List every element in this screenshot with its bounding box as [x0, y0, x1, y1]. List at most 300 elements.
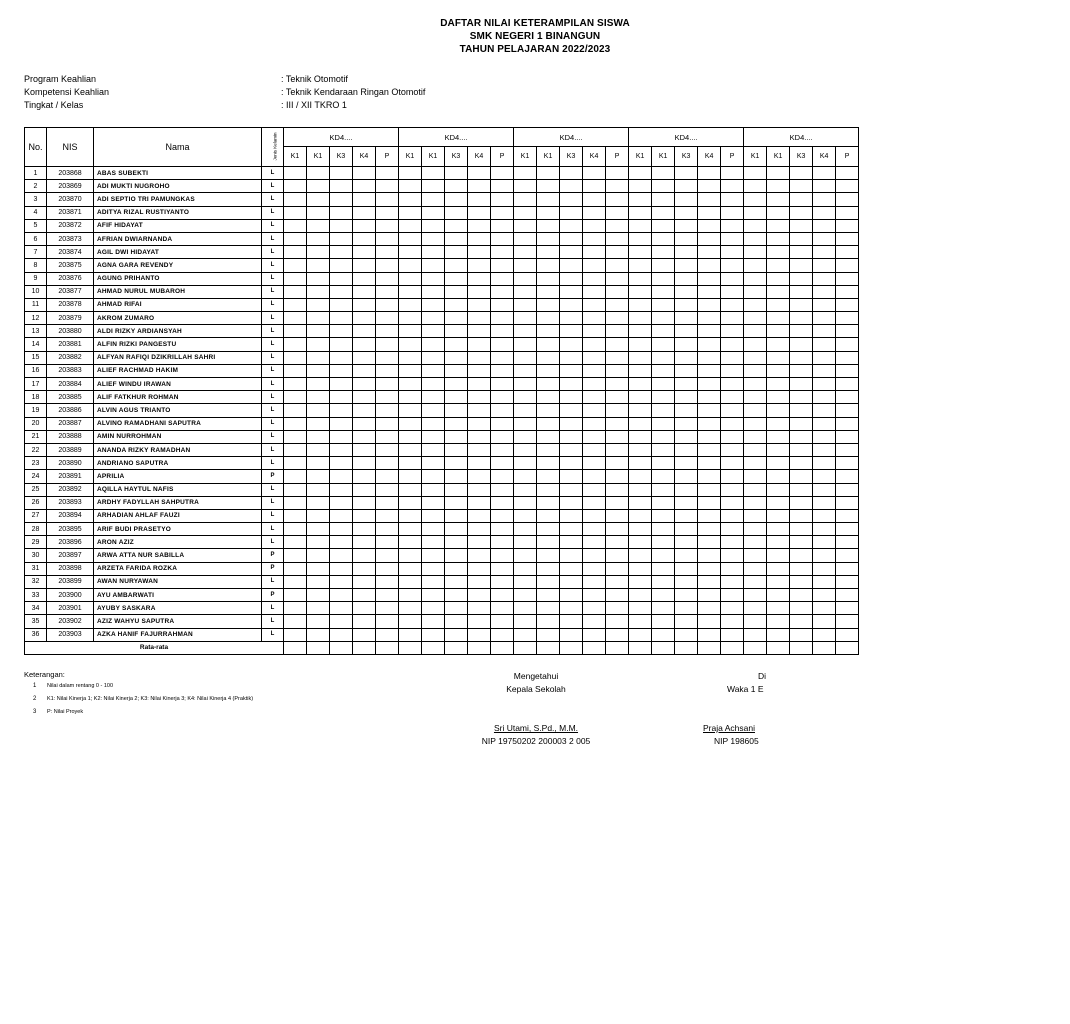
score-cell	[813, 483, 836, 496]
score-cell	[307, 338, 330, 351]
score-cell	[629, 351, 652, 364]
header-sub-col: P	[606, 147, 629, 167]
score-cell	[399, 457, 422, 470]
score-cell	[767, 443, 790, 456]
score-cell	[399, 417, 422, 430]
score-cell	[560, 259, 583, 272]
score-cell	[353, 167, 376, 180]
score-cell	[675, 246, 698, 259]
score-cell	[560, 325, 583, 338]
score-cell	[399, 483, 422, 496]
score-cell	[629, 430, 652, 443]
score-cell	[491, 285, 514, 298]
score-cell	[790, 457, 813, 470]
score-cell	[744, 496, 767, 509]
score-cell	[629, 180, 652, 193]
note-number: 1	[33, 683, 37, 689]
score-cell	[399, 312, 422, 325]
score-cell	[606, 232, 629, 245]
score-cell	[537, 628, 560, 641]
score-cell	[698, 575, 721, 588]
signature-caption: Mengetahui	[513, 671, 559, 681]
score-cell	[813, 562, 836, 575]
score-cell	[284, 391, 307, 404]
score-cell	[376, 443, 399, 456]
score-cell	[629, 575, 652, 588]
student-name: AKROM ZUMARO	[94, 312, 262, 325]
score-cell	[330, 259, 353, 272]
score-cell	[491, 272, 514, 285]
score-cell	[422, 272, 445, 285]
score-cell	[721, 259, 744, 272]
score-cell	[767, 589, 790, 602]
score-cell	[514, 536, 537, 549]
score-cell	[284, 298, 307, 311]
score-cell	[721, 378, 744, 391]
score-cell	[445, 378, 468, 391]
score-cell	[675, 523, 698, 536]
score-cell	[560, 602, 583, 615]
score-cell	[491, 589, 514, 602]
student-gender: L	[262, 232, 284, 245]
average-cell	[675, 641, 698, 654]
academic-year: TAHUN PELAJARAN 2022/2023	[459, 44, 611, 55]
header-sub-col: K4	[698, 147, 721, 167]
score-cell	[376, 219, 399, 232]
score-cell	[790, 470, 813, 483]
score-cell	[560, 549, 583, 562]
score-cell	[583, 628, 606, 641]
score-cell	[698, 523, 721, 536]
score-cell	[491, 470, 514, 483]
score-cell	[537, 589, 560, 602]
principal-nip: NIP 19750202 200003 2 005	[481, 736, 591, 746]
header-sub-col: K4	[583, 147, 606, 167]
score-cell	[744, 351, 767, 364]
score-cell	[307, 272, 330, 285]
score-cell	[330, 404, 353, 417]
table-row	[25, 404, 859, 417]
student-nis: 203869	[47, 180, 94, 193]
score-cell	[606, 404, 629, 417]
student-gender: L	[262, 509, 284, 522]
score-cell	[560, 232, 583, 245]
average-cell	[284, 641, 307, 654]
score-cell	[399, 193, 422, 206]
score-cell	[445, 298, 468, 311]
score-cell	[399, 615, 422, 628]
score-cell	[606, 378, 629, 391]
score-cell	[813, 351, 836, 364]
student-name: AYU AMBARWATI	[94, 589, 262, 602]
student-nis: 203880	[47, 325, 94, 338]
score-cell	[284, 483, 307, 496]
score-cell	[376, 285, 399, 298]
score-cell	[652, 246, 675, 259]
score-cell	[583, 325, 606, 338]
score-cell	[813, 193, 836, 206]
score-cell	[537, 180, 560, 193]
score-cell	[767, 470, 790, 483]
student-name: ARIF BUDI PRASETYO	[94, 523, 262, 536]
score-cell	[330, 602, 353, 615]
score-cell	[491, 417, 514, 430]
score-cell	[399, 298, 422, 311]
score-cell	[468, 562, 491, 575]
score-cell	[537, 562, 560, 575]
score-cell	[445, 457, 468, 470]
score-cell	[422, 615, 445, 628]
score-cell	[376, 338, 399, 351]
score-cell	[629, 298, 652, 311]
student-gender: L	[262, 259, 284, 272]
score-cell	[813, 391, 836, 404]
score-cell	[514, 312, 537, 325]
score-cell	[836, 246, 859, 259]
header-sub-col: K1	[514, 147, 537, 167]
score-cell	[790, 338, 813, 351]
score-cell	[652, 378, 675, 391]
score-cell	[744, 628, 767, 641]
score-cell	[330, 575, 353, 588]
score-cell	[675, 470, 698, 483]
row-number: 33	[25, 589, 47, 602]
score-cell	[836, 496, 859, 509]
score-cell	[514, 219, 537, 232]
score-cell	[698, 259, 721, 272]
score-cell	[445, 180, 468, 193]
score-cell	[422, 549, 445, 562]
score-cell	[353, 351, 376, 364]
score-cell	[307, 562, 330, 575]
score-cell	[422, 417, 445, 430]
score-cell	[399, 536, 422, 549]
student-nis: 203890	[47, 457, 94, 470]
score-cell	[560, 272, 583, 285]
signature-caption: Di	[758, 671, 767, 681]
score-cell	[491, 167, 514, 180]
score-cell	[491, 312, 514, 325]
score-cell	[629, 536, 652, 549]
score-cell	[675, 549, 698, 562]
score-cell	[376, 483, 399, 496]
score-cell	[698, 536, 721, 549]
average-cell	[560, 641, 583, 654]
score-cell	[330, 483, 353, 496]
score-cell	[652, 325, 675, 338]
score-cell	[491, 351, 514, 364]
score-cell	[583, 549, 606, 562]
score-cell	[721, 509, 744, 522]
score-cell	[445, 272, 468, 285]
score-cell	[790, 417, 813, 430]
score-cell	[445, 338, 468, 351]
score-cell	[744, 246, 767, 259]
row-number: 2	[25, 180, 47, 193]
score-cell	[629, 259, 652, 272]
score-cell	[606, 483, 629, 496]
average-cell	[330, 641, 353, 654]
score-cell	[721, 351, 744, 364]
score-cell	[307, 232, 330, 245]
score-cell	[744, 325, 767, 338]
student-gender: L	[262, 523, 284, 536]
score-cell	[790, 285, 813, 298]
score-cell	[445, 285, 468, 298]
student-nis: 203894	[47, 509, 94, 522]
score-cell	[399, 246, 422, 259]
score-cell	[560, 470, 583, 483]
table-row	[25, 628, 859, 641]
score-cell	[330, 325, 353, 338]
table-row	[25, 206, 859, 219]
score-cell	[790, 430, 813, 443]
score-cell	[629, 589, 652, 602]
score-cell	[353, 404, 376, 417]
header-sub-col: K3	[675, 147, 698, 167]
score-cell	[514, 404, 537, 417]
score-cell	[491, 246, 514, 259]
student-gender: P	[262, 549, 284, 562]
score-cell	[606, 589, 629, 602]
score-cell	[790, 628, 813, 641]
score-cell	[583, 496, 606, 509]
score-cell	[560, 219, 583, 232]
score-cell	[790, 298, 813, 311]
score-cell	[330, 246, 353, 259]
score-cell	[537, 298, 560, 311]
score-cell	[514, 457, 537, 470]
score-cell	[744, 615, 767, 628]
score-cell	[813, 523, 836, 536]
score-cell	[698, 602, 721, 615]
table-row	[25, 483, 859, 496]
score-cell	[307, 483, 330, 496]
student-gender: P	[262, 470, 284, 483]
score-cell	[514, 325, 537, 338]
score-cell	[468, 575, 491, 588]
score-cell	[675, 496, 698, 509]
student-nis: 203871	[47, 206, 94, 219]
score-cell	[698, 430, 721, 443]
header-no: No.	[25, 128, 47, 167]
score-cell	[514, 430, 537, 443]
score-cell	[468, 193, 491, 206]
score-cell	[698, 615, 721, 628]
score-cell	[698, 272, 721, 285]
score-cell	[744, 272, 767, 285]
score-cell	[721, 470, 744, 483]
table-row	[25, 364, 859, 377]
average-cell	[353, 641, 376, 654]
score-cell	[307, 325, 330, 338]
score-cell	[583, 232, 606, 245]
score-cell	[767, 549, 790, 562]
score-cell	[698, 457, 721, 470]
score-cell	[744, 404, 767, 417]
score-cell	[330, 193, 353, 206]
score-cell	[491, 206, 514, 219]
score-cell	[330, 312, 353, 325]
table-row	[25, 259, 859, 272]
score-cell	[376, 325, 399, 338]
score-cell	[353, 312, 376, 325]
score-cell	[537, 404, 560, 417]
score-cell	[330, 430, 353, 443]
score-cell	[353, 193, 376, 206]
student-name: ADITYA RIZAL RUSTIYANTO	[94, 206, 262, 219]
score-cell	[537, 509, 560, 522]
score-cell	[491, 496, 514, 509]
score-cell	[606, 259, 629, 272]
score-cell	[422, 575, 445, 588]
score-cell	[813, 628, 836, 641]
score-cell	[491, 615, 514, 628]
score-cell	[514, 272, 537, 285]
score-cell	[698, 351, 721, 364]
score-cell	[284, 351, 307, 364]
score-cell	[307, 378, 330, 391]
score-cell	[491, 232, 514, 245]
student-name: AHMAD RIFAI	[94, 298, 262, 311]
score-cell	[583, 312, 606, 325]
score-cell	[468, 338, 491, 351]
score-cell	[721, 628, 744, 641]
score-cell	[629, 404, 652, 417]
score-cell	[422, 430, 445, 443]
score-cell	[813, 575, 836, 588]
score-cell	[376, 246, 399, 259]
score-cell	[698, 206, 721, 219]
score-cell	[744, 523, 767, 536]
score-cell	[675, 589, 698, 602]
score-cell	[744, 259, 767, 272]
score-cell	[330, 589, 353, 602]
score-cell	[560, 193, 583, 206]
student-nis: 203903	[47, 628, 94, 641]
principal-name: Sri Utami, S.Pd., M.M.	[493, 723, 579, 733]
note-item	[24, 680, 114, 693]
score-cell	[307, 615, 330, 628]
score-cell	[675, 232, 698, 245]
score-cell	[583, 351, 606, 364]
score-cell	[284, 562, 307, 575]
row-number: 7	[25, 246, 47, 259]
score-cell	[468, 470, 491, 483]
score-cell	[376, 470, 399, 483]
student-nis: 203875	[47, 259, 94, 272]
score-cell	[468, 272, 491, 285]
average-cell	[629, 641, 652, 654]
student-nis: 203878	[47, 298, 94, 311]
score-cell	[583, 364, 606, 377]
table-row	[25, 430, 859, 443]
score-cell	[537, 193, 560, 206]
score-cell	[606, 628, 629, 641]
student-gender: L	[262, 364, 284, 377]
score-cell	[583, 404, 606, 417]
score-cell	[537, 285, 560, 298]
score-cell	[468, 589, 491, 602]
score-cell	[675, 312, 698, 325]
score-cell	[376, 496, 399, 509]
student-gender: L	[262, 219, 284, 232]
score-cell	[652, 219, 675, 232]
score-cell	[376, 167, 399, 180]
score-cell	[353, 430, 376, 443]
score-cell	[721, 417, 744, 430]
score-cell	[813, 364, 836, 377]
score-cell	[675, 628, 698, 641]
score-cell	[675, 272, 698, 285]
score-cell	[698, 628, 721, 641]
row-number: 16	[25, 364, 47, 377]
score-cell	[422, 167, 445, 180]
table-row	[25, 272, 859, 285]
score-cell	[537, 496, 560, 509]
score-cell	[353, 325, 376, 338]
score-cell	[560, 443, 583, 456]
table-row	[25, 443, 859, 456]
score-cell	[744, 206, 767, 219]
student-nis: 203879	[47, 312, 94, 325]
score-cell	[284, 272, 307, 285]
score-cell	[606, 351, 629, 364]
score-cell	[606, 312, 629, 325]
score-cell	[445, 206, 468, 219]
score-cell	[767, 259, 790, 272]
score-cell	[606, 193, 629, 206]
student-nis: 203892	[47, 483, 94, 496]
student-nis: 203884	[47, 378, 94, 391]
score-cell	[468, 364, 491, 377]
student-nis: 203881	[47, 338, 94, 351]
score-cell	[307, 219, 330, 232]
school-name: SMK NEGERI 1 BINANGUN	[469, 31, 601, 42]
score-cell	[376, 259, 399, 272]
score-cell	[307, 206, 330, 219]
score-cell	[353, 364, 376, 377]
student-gender: L	[262, 496, 284, 509]
score-cell	[606, 298, 629, 311]
table-row	[25, 298, 859, 311]
score-cell	[353, 378, 376, 391]
score-cell	[307, 628, 330, 641]
score-cell	[537, 206, 560, 219]
score-cell	[560, 167, 583, 180]
score-cell	[376, 193, 399, 206]
score-cell	[813, 457, 836, 470]
score-cell	[445, 509, 468, 522]
score-cell	[330, 180, 353, 193]
score-cell	[353, 549, 376, 562]
score-cell	[698, 167, 721, 180]
score-cell	[560, 206, 583, 219]
row-number: 28	[25, 523, 47, 536]
score-cell	[698, 483, 721, 496]
student-nis: 203872	[47, 219, 94, 232]
score-cell	[790, 536, 813, 549]
score-cell	[422, 523, 445, 536]
row-number: 29	[25, 536, 47, 549]
score-cell	[813, 285, 836, 298]
score-cell	[376, 351, 399, 364]
score-cell	[767, 509, 790, 522]
score-cell	[422, 602, 445, 615]
score-cell	[422, 312, 445, 325]
score-cell	[629, 457, 652, 470]
score-cell	[744, 602, 767, 615]
